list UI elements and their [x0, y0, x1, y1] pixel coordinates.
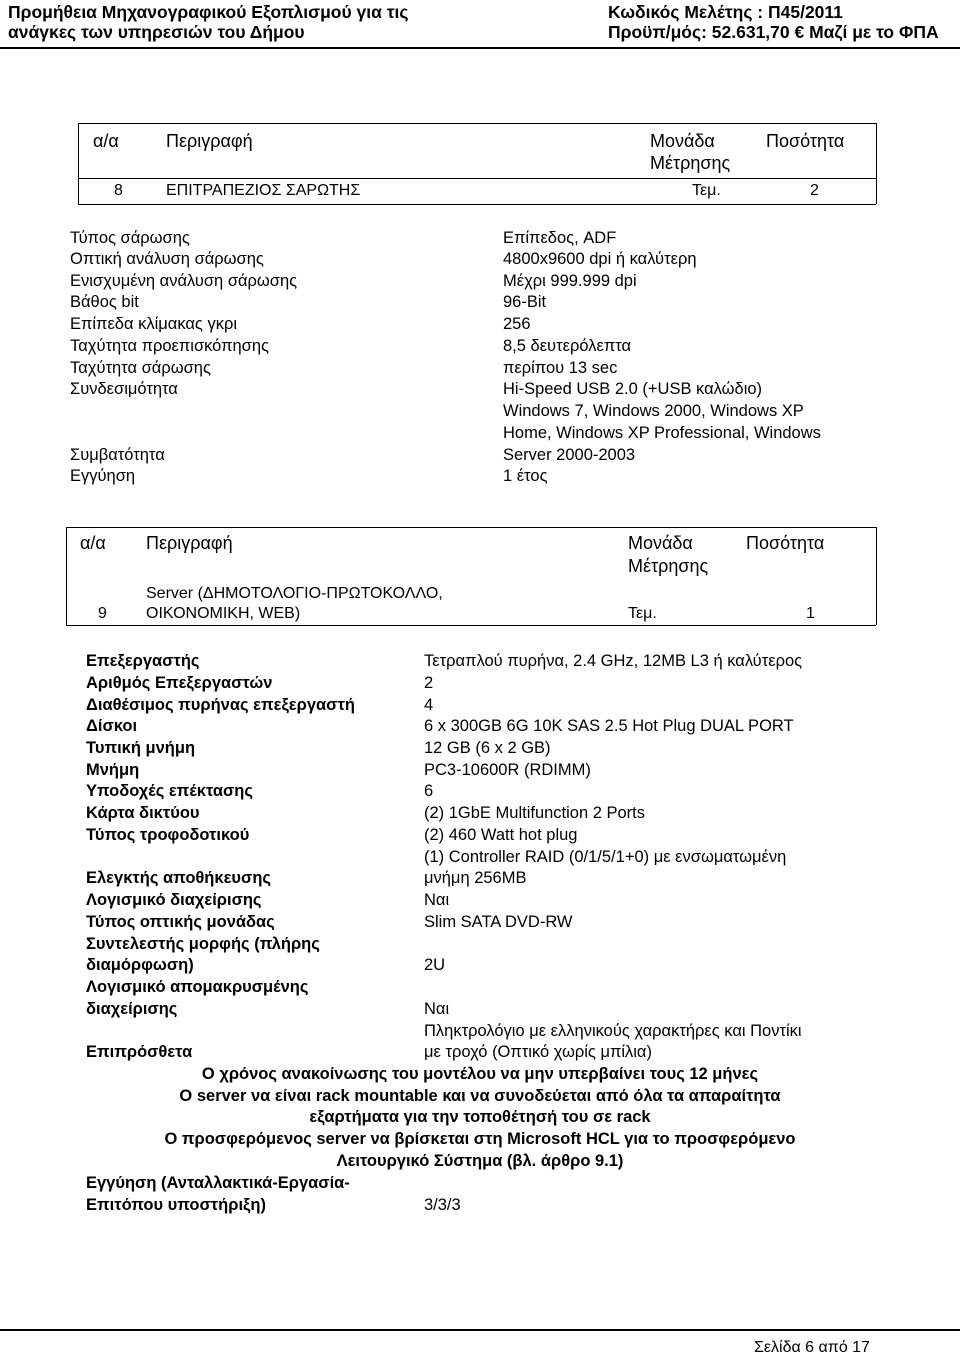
spec-value: Windows 7, Windows 2000, Windows XP	[503, 402, 804, 420]
spec-value: 2U	[424, 956, 446, 974]
note-line: Ο προσφερόμενος server να βρίσκεται στη Microsoft HCL για το προσφερόμενο	[164, 1130, 796, 1148]
spec-label: Τύπος οπτικής μονάδας	[86, 913, 275, 931]
spec-label: Λογισμικό απομακρυσμένης	[86, 978, 309, 996]
col-header-unit: Μονάδα	[650, 131, 715, 151]
col-header-unit-2: Μέτρησης	[628, 556, 709, 576]
spec-label: Εγγύηση	[70, 467, 136, 485]
warranty-value: 3/3/3	[424, 1196, 461, 1214]
spec-label: Επεξεργαστής	[86, 652, 200, 670]
header-title-line2: ανάγκες των υπηρεσιών του Δήμου	[8, 22, 305, 42]
spec-value: περίπου 13 sec	[503, 359, 618, 377]
spec-value: Server 2000-2003	[503, 446, 636, 464]
spec-value: Πληκτρολόγιο με ελληνικούς χαρακτήρες και Ποντίκι	[424, 1022, 802, 1040]
row-description-line2: ΟΙΚΟΝΟΜΙΚΗ, WEB)	[146, 605, 301, 622]
spec-value: 2	[424, 674, 434, 692]
spec-value: με τροχό (Οπτικό χωρίς μπίλια)	[424, 1043, 652, 1061]
col-header-unit-2: Μέτρησης	[650, 153, 731, 173]
warranty-label: Εγγύηση (Ανταλλακτικά-Εργασία-	[86, 1174, 350, 1192]
row-quantity: 1	[806, 605, 815, 622]
spec-label: Τύπος σάρωσης	[70, 229, 190, 247]
col-header-description: Περιγραφή	[166, 131, 253, 151]
spec-label: Βάθος bit	[70, 293, 139, 311]
note-line: Ο χρόνος ανακοίνωσης του μοντέλου να μην υπερβαίνει τους 12 μήνες	[201, 1065, 759, 1083]
spec-value: 6	[424, 782, 434, 800]
header-budget: Προϋπ/μός: 52.631,70 € Μαζί με το ΦΠΑ	[608, 22, 939, 42]
header-title-line1: Προμήθεια Μηχανογραφικού Εξοπλισμού για τις	[8, 2, 409, 22]
spec-label: διαχείρισης	[86, 1000, 178, 1018]
spec-label: Λογισμικό διαχείρισης	[86, 891, 262, 909]
row-aa: 8	[114, 182, 123, 199]
row-quantity: 2	[810, 182, 819, 199]
note-line: εξαρτήματα για την τοποθέτησή του σε rack	[309, 1108, 651, 1126]
spec-value: (2) 460 Watt hot plug	[424, 826, 578, 844]
row-unit: Τεμ.	[692, 182, 721, 199]
note-line: Ο server να είναι rack mountable και να συνοδεύεται από όλα τα απαραίτητα	[179, 1087, 781, 1105]
spec-label: Επιπρόσθετα	[86, 1043, 193, 1061]
row-description: ΕΠΙΤΡΑΠΕΖΙΟΣ ΣΑΡΩΤΗΣ	[166, 182, 361, 199]
spec-label: Συνδεσιμότητα	[70, 380, 178, 398]
spec-label: Κάρτα δικτύου	[86, 804, 200, 822]
col-header-unit: Μονάδα	[628, 533, 693, 553]
spec-label: Ελεγκτής αποθήκευσης	[86, 869, 271, 887]
spec-value: Επίπεδος, ADF	[503, 229, 617, 247]
row-unit: Τεμ.	[628, 605, 657, 622]
spec-label: Δίσκοι	[86, 717, 138, 735]
spec-value: Ναι	[424, 1000, 450, 1018]
spec-value: 4800x9600 dpi ή καλύτερη	[503, 250, 697, 268]
spec-value: Ναι	[424, 891, 450, 909]
col-header-aa: α/α	[80, 533, 106, 553]
spec-label: Ενισχυμένη ανάλυση σάρωσης	[70, 272, 298, 290]
page-number: Σελίδα 6 από 17	[754, 1339, 870, 1356]
spec-label: Τυπική μνήμη	[86, 739, 196, 757]
spec-label: Οπτική ανάλυση σάρωσης	[70, 250, 264, 268]
spec-value: Μέχρι 999.999 dpi	[503, 272, 637, 290]
spec-label: Διαθέσιμος πυρήνας επεξεργαστή	[86, 696, 355, 714]
spec-label: Τύπος τροφοδοτικού	[86, 826, 250, 844]
spec-value: 1 έτος	[503, 467, 548, 485]
row-aa: 9	[98, 605, 107, 622]
spec-value: 96-Bit	[503, 293, 547, 311]
spec-value: 256	[503, 315, 531, 333]
spec-label: Ταχύτητα προεπισκόπησης	[70, 337, 269, 355]
col-header-quantity: Ποσότητα	[766, 131, 845, 151]
spec-value: Hi-Speed USB 2.0 (+USB καλώδιο)	[503, 380, 763, 398]
spec-label: διαμόρφωση)	[86, 956, 194, 974]
row-description-line1: Server (ΔΗΜΟΤΟΛΟΓΙΟ-ΠΡΩΤΟΚΟΛΛΟ,	[146, 585, 443, 602]
warranty-label-2: Επιτόπου υποστήριξη)	[86, 1196, 266, 1214]
spec-label: Συμβατότητα	[70, 446, 165, 464]
spec-value: 8,5 δευτερόλεπτα	[503, 337, 632, 355]
spec-value: μνήμη 256MB	[424, 869, 527, 887]
spec-label: Ταχύτητα σάρωσης	[70, 359, 211, 377]
spec-value: 12 GB (6 x 2 GB)	[424, 739, 551, 757]
spec-value: 6 x 300GB 6G 10K SAS 2.5 Hot Plug DUAL PORT	[424, 717, 794, 735]
footer-divider	[0, 1329, 960, 1331]
col-header-aa: α/α	[93, 131, 119, 151]
spec-value: PC3-10600R (RDIMM)	[424, 761, 591, 779]
spec-value: Home, Windows XP Professional, Windows	[503, 424, 821, 442]
spec-label: Μνήμη	[86, 761, 140, 779]
spec-label: Επίπεδα κλίμακας γκρι	[70, 315, 237, 333]
note-line: Λειτουργικό Σύστημα (βλ. άρθρο 9.1)	[336, 1152, 624, 1170]
header-divider	[0, 47, 960, 49]
spec-value: Τετραπλού πυρήνα, 2.4 GHz, 12MB L3 ή καλύτερος	[424, 652, 803, 670]
col-header-quantity: Ποσότητα	[746, 533, 825, 553]
col-header-description: Περιγραφή	[146, 533, 233, 553]
spec-value: 4	[424, 696, 434, 714]
spec-value: Slim SATA DVD-RW	[424, 913, 573, 931]
spec-label: Υποδοχές επέκτασης	[86, 782, 253, 800]
header-study-code: Κωδικός Μελέτης : Π45/2011	[608, 2, 843, 22]
spec-label: Συντελεστής μορφής (πλήρης	[86, 935, 320, 953]
spec-label: Αριθμός Επεξεργαστών	[86, 674, 273, 692]
spec-value: (1) Controller RAID (0/1/5/1+0) με ενσωματωμένη	[424, 848, 787, 866]
spec-value: (2) 1GbE Multifunction 2 Ports	[424, 804, 646, 822]
